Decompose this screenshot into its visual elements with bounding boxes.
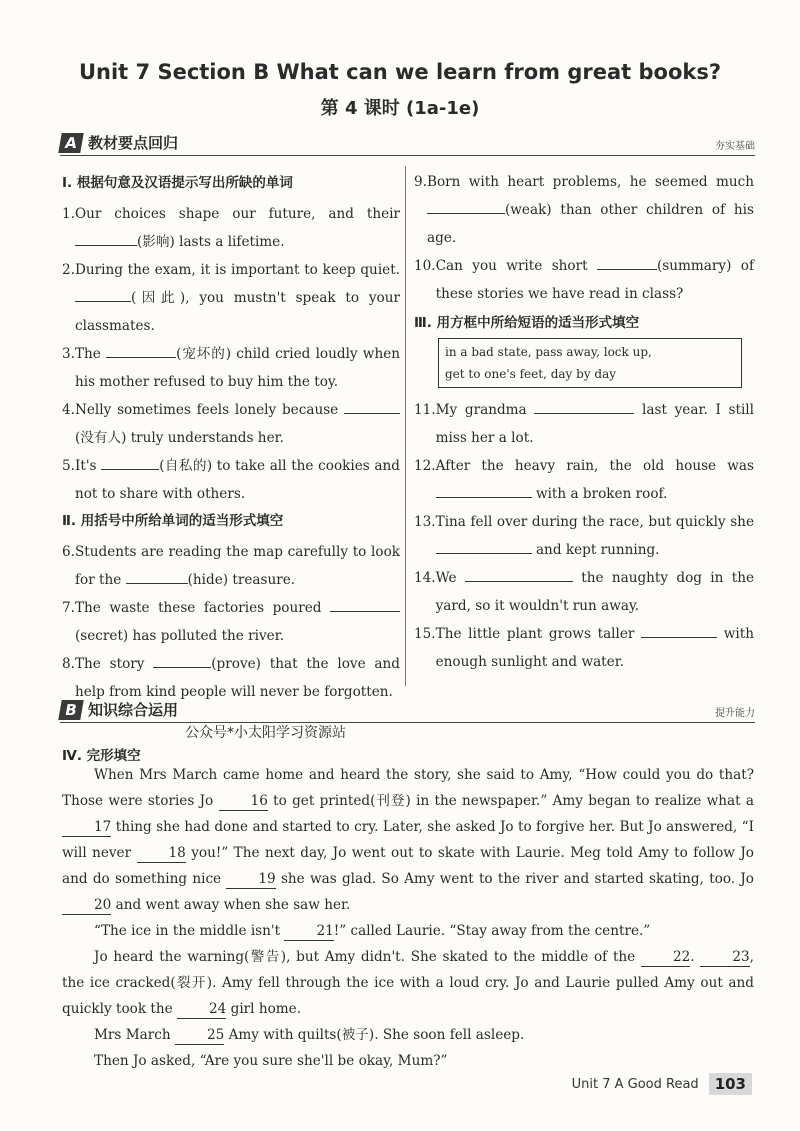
question-6 [62, 538, 400, 594]
passage-text: Mrs March [94, 1027, 171, 1043]
question-text: (宠坏的) child cried loudly when his mother refused to buy him the toy. [74, 346, 400, 390]
question-11 [414, 396, 754, 452]
question-number: 9. [414, 174, 427, 190]
cloze-passage [62, 762, 754, 1074]
answer-blank[interactable] [153, 651, 211, 668]
question-10 [414, 252, 754, 308]
question-number: 1. [62, 206, 75, 222]
question-number: 8. [62, 656, 75, 672]
question-1 [62, 200, 400, 256]
question-text: Tina fell over during the race, but quickly she [435, 514, 754, 530]
answer-blank[interactable] [436, 481, 532, 498]
cloze-paragraph [62, 1048, 754, 1074]
cloze-blank-21[interactable]: 21 [284, 922, 333, 941]
cloze-blank-22[interactable]: 22 [641, 948, 690, 967]
answer-blank[interactable] [465, 565, 573, 582]
question-number: 7. [62, 600, 75, 616]
section-b-tag: 提升能力 [715, 708, 755, 719]
section-b-title: 知识综合运用 [88, 701, 179, 719]
question-number: 13. [414, 514, 436, 530]
question-text: My grandma [435, 402, 527, 418]
page-title: Unit 7 Section B What can we learn from great books? [78, 60, 722, 84]
part-iii-heading: Ⅲ. 用方框中所给短语的适当形式填空 [414, 315, 640, 331]
part-ii-heading: Ⅱ. 用括号中所给单词的适当形式填空 [62, 513, 284, 529]
answer-blank[interactable] [101, 453, 159, 470]
answer-blank[interactable] [436, 537, 532, 554]
question-text: It's [74, 458, 97, 474]
answer-blank[interactable] [344, 397, 400, 414]
question-text: (summary) of these stories we have read in class? [435, 258, 754, 302]
answer-blank[interactable] [126, 567, 188, 584]
answer-blank[interactable] [534, 397, 634, 414]
question-2 [62, 256, 400, 340]
cloze-blank-20[interactable]: 20 [62, 896, 111, 915]
question-number: 4. [62, 402, 75, 418]
question-text: (prove) that the love and help from kind people will never be forgotten. [74, 656, 400, 700]
page-number: 103 [709, 1073, 752, 1095]
answer-blank[interactable] [597, 253, 657, 270]
cloze-blank-17[interactable]: 17 [62, 818, 111, 837]
question-text: After the heavy rain, the old house was [435, 458, 754, 474]
cloze-blank-19[interactable]: 19 [226, 870, 275, 889]
question-text: During the exam, it is important to keep quiet. [74, 262, 400, 278]
question-number: 10. [414, 258, 436, 274]
question-14 [414, 564, 754, 620]
question-4 [62, 396, 400, 452]
question-text: Students are reading the map carefully to look for the [74, 544, 400, 588]
question-15 [414, 620, 754, 676]
section-b-badge: B [58, 700, 84, 720]
answer-blank[interactable] [427, 197, 505, 214]
question-text: last year. I still miss her a lot. [435, 402, 754, 446]
passage-text: !” called Laurie. “Stay away from the centre.” [333, 923, 651, 939]
question-text: Can you write short [435, 258, 588, 274]
cloze-blank-25[interactable]: 25 [175, 1026, 224, 1045]
cloze-blank-24[interactable]: 24 [177, 1000, 226, 1019]
question-3 [62, 340, 400, 396]
cloze-paragraph [62, 1022, 754, 1048]
question-text: (weak) than other children of his age. [426, 202, 754, 246]
question-text: (因此), you mustn't speak to your classmates. [74, 290, 400, 334]
passage-text: Jo heard the warning(警告), but Amy didn't. She skated to the middle of the [94, 949, 636, 965]
passage-text: you!” The next day, Jo went out to skate with Laurie. Meg told Amy to follow Jo and do something nice [62, 845, 754, 887]
watermark-text: 公众号*小太阳学习资源站 [185, 725, 346, 741]
question-text: The waste these factories poured [74, 600, 322, 616]
section-a-title: 教材要点回归 [88, 134, 179, 152]
question-12 [414, 452, 754, 508]
section-b-bar [60, 700, 755, 723]
question-text: The little plant grows taller [435, 626, 635, 642]
passage-text: When Mrs March came home and heard the story, she said to Amy, “How could you do that? Those were stories Jo [62, 767, 754, 809]
passage-text: girl home. [230, 1001, 302, 1017]
passage-text: thing she had done and started to cry. Later, she asked Jo to forgive her. But Jo answered, “I will never [62, 819, 754, 861]
cloze-blank-23[interactable]: 23 [700, 948, 749, 967]
passage-text: Amy with quilts(被子). She soon fell asleep. [228, 1027, 525, 1043]
cloze-paragraph [62, 944, 754, 1022]
answer-blank[interactable] [75, 229, 137, 246]
question-text: (影响) lasts a lifetime. [136, 234, 285, 250]
question-number: 15. [414, 626, 436, 642]
question-text: Nelly sometimes feels lonely because [74, 402, 339, 418]
passage-text: she was glad. So Amy went to the river and started skating, too. Jo [280, 871, 754, 887]
passage-text: to get printed(刊登) in the newspaper.” Amy began to realize what a [273, 793, 754, 809]
footer-unit: Unit 7 A Good Read [571, 1076, 699, 1092]
question-5 [62, 452, 400, 508]
question-number: 14. [414, 570, 436, 586]
right-column [414, 172, 754, 676]
answer-blank[interactable] [641, 621, 717, 638]
phrase-box-line: in a bad state, pass away, lock up, [445, 345, 652, 359]
passage-text: Then Jo asked, “Are you sure she'll be okay, Mum?” [94, 1053, 448, 1069]
question-number: 3. [62, 346, 75, 362]
question-text: with enough sunlight and water. [435, 626, 754, 670]
question-text: the naughty dog in the yard, so it wouldn't run away. [435, 570, 754, 614]
phrase-box-line: get to one's feet, day by day [445, 367, 617, 381]
question-number: 6. [62, 544, 75, 560]
cloze-paragraph [62, 762, 754, 918]
answer-blank[interactable] [106, 341, 176, 358]
part-iv-heading: Ⅳ. 完形填空 [62, 748, 141, 764]
answer-blank[interactable] [330, 595, 400, 612]
passage-text: , the ice cracked(裂开). Amy fell through the ice with a loud cry. Jo and Laurie pulled Amy out and quickly took the [62, 949, 754, 1017]
phrase-box [438, 338, 742, 388]
question-number: 5. [62, 458, 75, 474]
passage-text: “The ice in the middle isn't [94, 923, 281, 939]
question-text: with a broken roof. [535, 486, 668, 502]
question-7 [62, 594, 400, 650]
section-a-badge: A [58, 133, 84, 153]
question-text: Our choices shape our future, and their [74, 206, 400, 222]
question-number: 11. [414, 402, 436, 418]
left-column [62, 172, 400, 706]
section-a-tag: 夯实基础 [715, 141, 755, 152]
page-footer [572, 1073, 752, 1095]
question-text: (没有人) truly understands her. [74, 430, 284, 446]
question-text: (自私的) to take all the cookies and not to share with others. [74, 458, 400, 502]
passage-text: and went away when she saw her. [115, 897, 351, 913]
question-number: 2. [62, 262, 75, 278]
column-divider [405, 166, 406, 686]
question-8 [62, 650, 400, 706]
cloze-paragraph [62, 918, 754, 944]
cloze-blank-18[interactable]: 18 [137, 844, 186, 863]
question-9 [414, 168, 754, 252]
question-text: We [435, 570, 457, 586]
question-text: and kept running. [535, 542, 660, 558]
question-number: 12. [414, 458, 436, 474]
lesson-subtitle: 第 4 课时 (1a-1e) [320, 98, 480, 119]
question-text: (secret) has polluted the river. [74, 628, 285, 644]
question-13 [414, 508, 754, 564]
question-text: The story [74, 656, 145, 672]
passage-text: . [690, 949, 695, 965]
question-text: The [74, 346, 101, 362]
question-text: (hide) treasure. [187, 572, 296, 588]
answer-blank[interactable] [75, 285, 131, 302]
section-a-bar [60, 133, 755, 156]
part-i-heading: Ⅰ. 根据句意及汉语提示写出所缺的单词 [62, 175, 293, 191]
cloze-blank-16[interactable]: 16 [219, 792, 268, 811]
question-text: Born with heart problems, he seemed much [426, 174, 754, 190]
